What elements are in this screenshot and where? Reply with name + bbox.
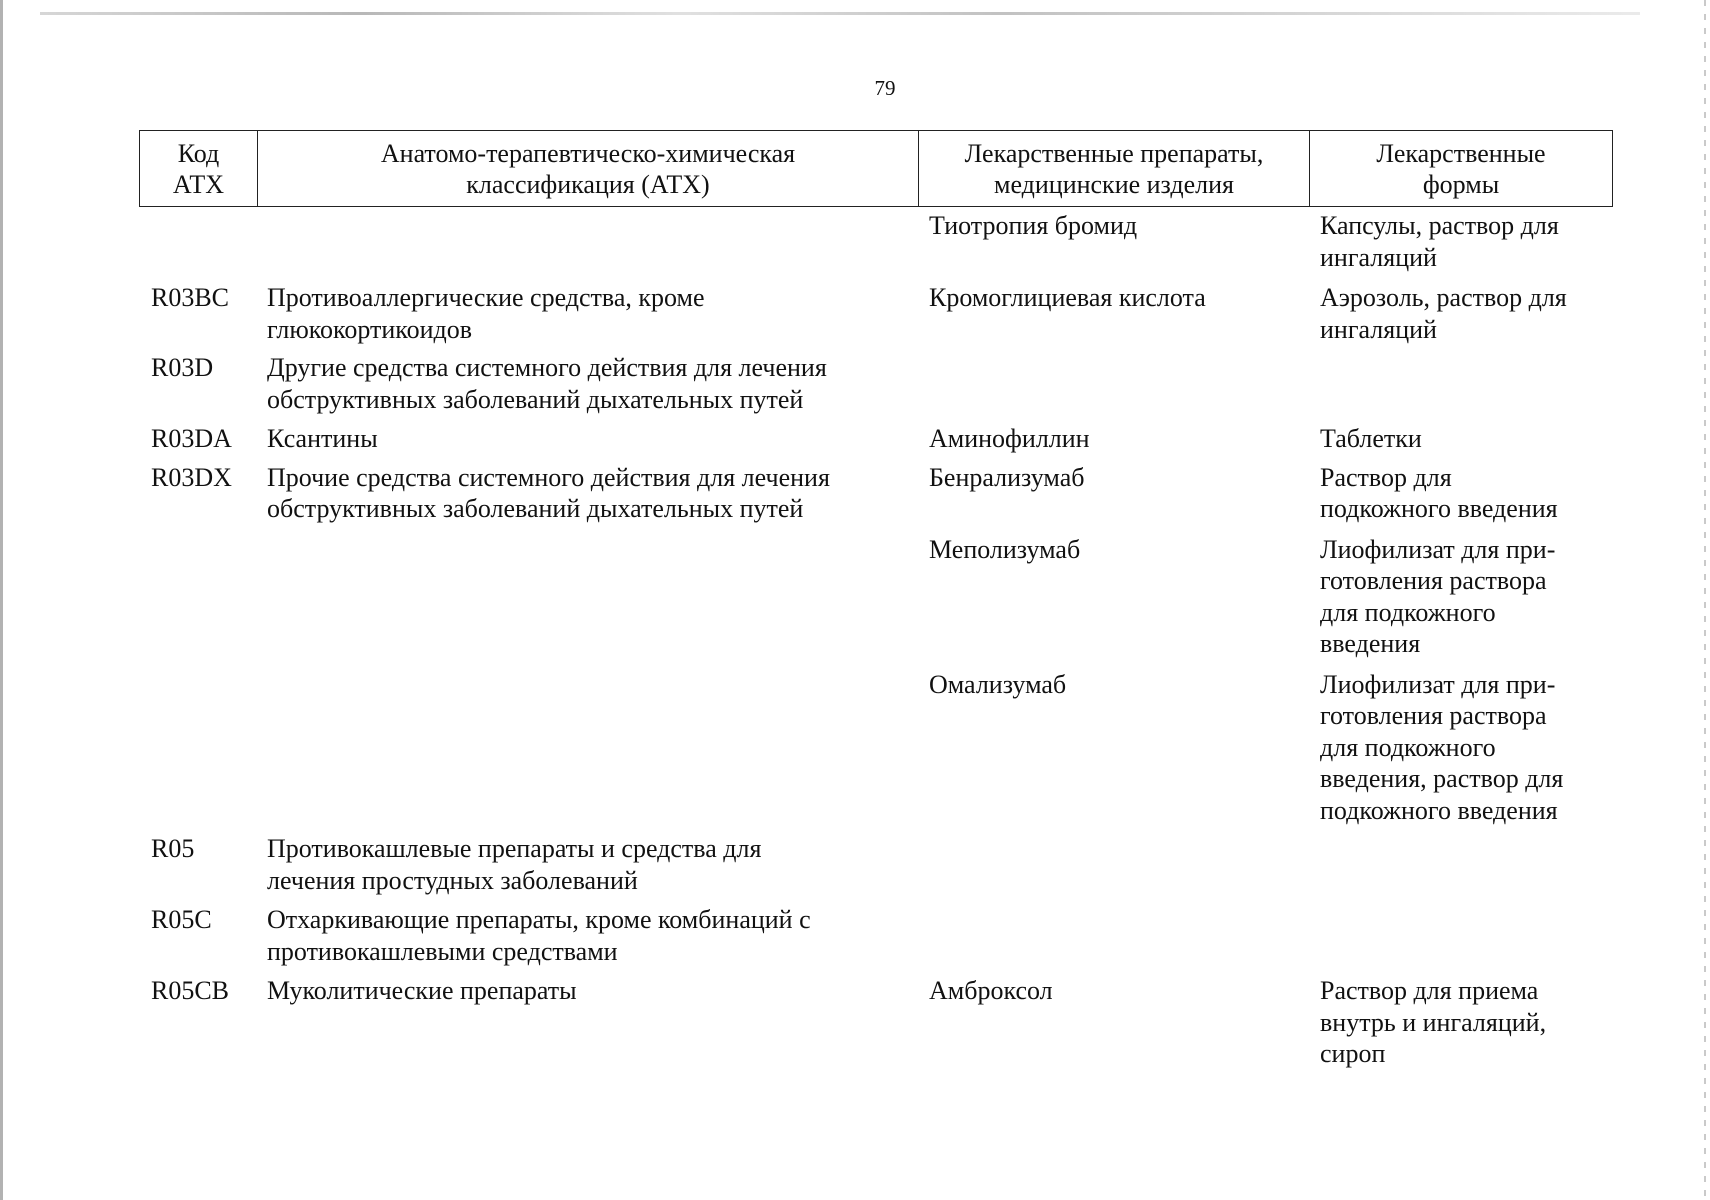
cell-line: Бенрализумаб <box>929 462 1085 492</box>
cell-line: Другие средства системного действия для лечения <box>267 353 827 382</box>
table-row <box>139 904 1613 967</box>
cell-line: R03D <box>151 353 214 382</box>
cell-code <box>139 282 257 345</box>
table-row <box>139 975 1613 1070</box>
cell-line: Аминофиллин <box>929 424 1090 453</box>
cell-line: Амброксол <box>929 976 1053 1005</box>
cell-line: Аэрозоль, раствор для <box>1320 283 1567 312</box>
cell-line: введения <box>1320 629 1421 658</box>
cell-line: Омализумаб <box>929 669 1067 699</box>
header-code <box>140 131 258 206</box>
cell-form <box>1309 904 1613 967</box>
cell-drug <box>918 904 1309 967</box>
scan-artifact-top <box>40 12 1640 15</box>
cell-classification <box>257 462 918 525</box>
cell-code <box>139 462 257 525</box>
cell-code <box>139 210 257 273</box>
cell-line: Меполизумаб <box>929 534 1081 564</box>
table-body <box>139 210 1613 1070</box>
cell-drug <box>918 975 1309 1070</box>
cell-classification <box>257 282 918 345</box>
cell-form <box>1309 534 1613 660</box>
table-row <box>139 423 1613 455</box>
cell-line: Анатомо-терапевтическо-химическая <box>380 138 796 168</box>
cell-line: R03BC <box>151 283 230 312</box>
cell-line: сироп <box>1320 1039 1386 1068</box>
header-drugs <box>919 131 1310 206</box>
cell-line: Раствор для приема <box>1320 976 1539 1005</box>
cell-classification <box>257 833 918 896</box>
table-row <box>139 282 1613 345</box>
cell-line: Таблетки <box>1320 424 1422 453</box>
cell-form <box>1309 669 1613 827</box>
cell-line: R05C <box>151 905 212 934</box>
cell-line: Муколитические препараты <box>267 976 577 1005</box>
cell-drug <box>918 833 1309 896</box>
cell-line: Ксантины <box>267 424 378 453</box>
cell-line: ингаляций <box>1320 314 1437 344</box>
cell-line: Тиотропия бромид <box>929 211 1138 240</box>
cell-form <box>1309 282 1613 345</box>
cell-line: R03DX <box>151 462 232 492</box>
cell-classification <box>257 423 918 455</box>
cell-line: противокашлевыми средствами <box>267 936 618 966</box>
cell-line: Раствор для <box>1320 462 1452 492</box>
cell-line: R05CB <box>151 976 230 1005</box>
cell-line: для подкожного <box>1320 732 1496 762</box>
cell-line: R05 <box>151 834 195 863</box>
cell-line: для подкожного <box>1320 597 1496 627</box>
cell-line: медицинские изделия <box>993 169 1234 199</box>
cell-classification <box>257 352 918 415</box>
cell-line: Противокашлевые препараты и средства для <box>267 834 762 863</box>
cell-line: R03DA <box>151 424 232 453</box>
cell-form <box>1309 833 1613 896</box>
table-row <box>139 210 1613 273</box>
cell-line: Капсулы, раствор для <box>1320 211 1559 240</box>
table-row <box>139 462 1613 525</box>
cell-classification <box>257 210 918 273</box>
cell-form <box>1309 423 1613 455</box>
cell-code <box>139 352 257 415</box>
cell-code <box>139 904 257 967</box>
cell-line: обструктивных заболеваний дыхательных путей <box>267 494 804 523</box>
cell-line: Лекарственные препараты, <box>964 138 1264 168</box>
header-forms <box>1310 131 1612 206</box>
scan-artifact-right <box>1704 0 1706 1200</box>
cell-line: Лиофилизат для при- <box>1320 669 1556 699</box>
cell-line: подкожного введения <box>1320 494 1558 523</box>
cell-line: готовления раствора <box>1320 701 1547 730</box>
cell-drug <box>918 352 1309 415</box>
cell-line: Лиофилизат для при- <box>1320 534 1556 564</box>
cell-line: введения, раствор для <box>1320 764 1564 793</box>
cell-line: лечения простудных заболеваний <box>267 865 638 895</box>
cell-classification <box>257 975 918 1070</box>
cell-form <box>1309 352 1613 415</box>
cell-drug <box>918 282 1309 345</box>
cell-code <box>139 423 257 455</box>
cell-line: Лекарственные <box>1376 138 1546 168</box>
cell-code <box>139 534 257 660</box>
table-row <box>139 669 1613 827</box>
cell-line: формы <box>1422 169 1500 199</box>
cell-line: классификация (АТХ) <box>466 169 710 199</box>
table-row <box>139 534 1613 660</box>
cell-line: Прочие средства системного действия для лечения <box>267 462 830 492</box>
cell-code <box>139 833 257 896</box>
table-header <box>139 130 1613 207</box>
cell-line: АТХ <box>172 169 225 199</box>
cell-line: глюкокортикоидов <box>267 314 473 344</box>
cell-line: готовления раствора <box>1320 566 1547 595</box>
cell-line: ингаляций <box>1320 242 1437 272</box>
cell-line: Код <box>177 138 220 168</box>
cell-drug <box>918 534 1309 660</box>
cell-classification <box>257 669 918 827</box>
cell-line: подкожного введения <box>1320 795 1558 825</box>
cell-line: внутрь и ингаляций, <box>1320 1007 1547 1037</box>
cell-drug <box>918 423 1309 455</box>
cell-line: обструктивных заболеваний дыхательных путей <box>267 384 804 414</box>
cell-code <box>139 669 257 827</box>
cell-drug <box>918 462 1309 525</box>
cell-classification <box>257 534 918 660</box>
cell-classification <box>257 904 918 967</box>
table-row <box>139 833 1613 896</box>
header-classification <box>258 131 919 206</box>
cell-drug <box>918 210 1309 273</box>
cell-code <box>139 975 257 1070</box>
cell-line: Кромоглициевая кислота <box>929 283 1206 312</box>
scan-artifact-left <box>0 0 3 1200</box>
cell-form <box>1309 975 1613 1070</box>
cell-form <box>1309 462 1613 525</box>
page-number: 79 <box>874 76 896 100</box>
cell-line: Отхаркивающие препараты, кроме комбинаций с <box>267 905 811 934</box>
table-row <box>139 352 1613 415</box>
cell-drug <box>918 669 1309 827</box>
cell-line: Противоаллергические средства, кроме <box>267 283 705 312</box>
cell-form <box>1309 210 1613 273</box>
